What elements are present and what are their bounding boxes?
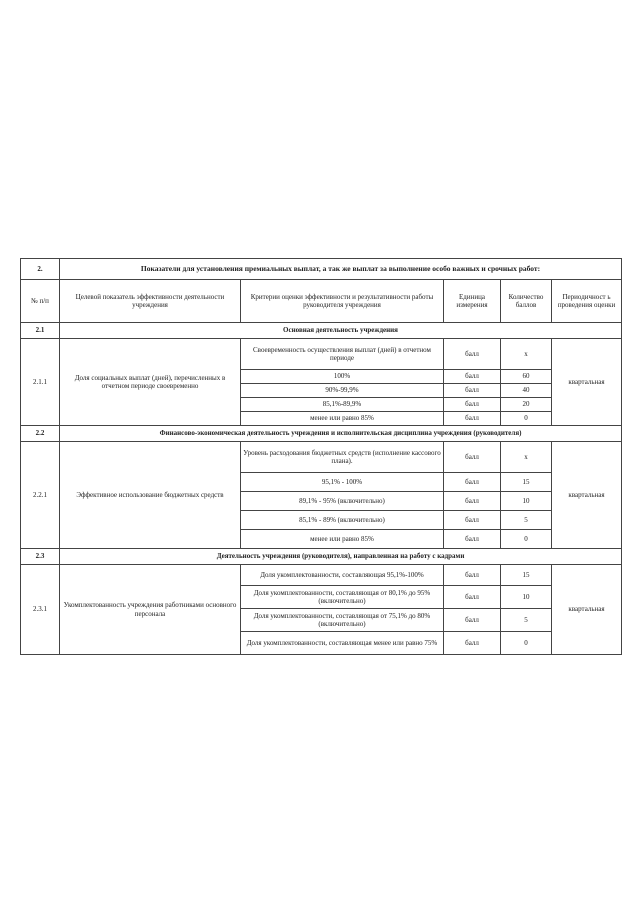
- criterion-cell: Доля укомплектованности, составляющая 95,1%-100%: [241, 565, 444, 586]
- item-number: 2.1.1: [21, 339, 60, 426]
- unit-cell: балл: [444, 586, 501, 609]
- points-cell: 15: [501, 473, 552, 492]
- table-row: [21, 339, 622, 370]
- unit-cell: балл: [444, 442, 501, 473]
- criterion-cell: 100%: [241, 370, 444, 384]
- unit-cell: балл: [444, 473, 501, 492]
- header-criteria: Критерии оценки эффективности и результативности работы руководителя учреждения: [241, 280, 444, 323]
- criterion-cell: 89,1% - 95% (включительно): [241, 492, 444, 511]
- group-number: 2.2: [21, 426, 60, 442]
- item-period: квартальная: [552, 442, 622, 549]
- header-indicator: Целевой показатель эффективности деятельности учреждения: [60, 280, 241, 323]
- criterion-cell: Своевременность осуществления выплат (дней) в отчетном периоде: [241, 339, 444, 370]
- table-row: [21, 565, 622, 586]
- criterion-cell: Доля укомплектованности, составляющая менее или равно 75%: [241, 632, 444, 655]
- item-indicator: Укомплектованность учреждения работниками основного персонала: [60, 565, 241, 655]
- unit-cell: балл: [444, 530, 501, 549]
- points-cell: х: [501, 442, 552, 473]
- points-cell: 5: [501, 511, 552, 530]
- points-cell: 40: [501, 384, 552, 398]
- header-row: [21, 280, 622, 323]
- group-row: [21, 323, 622, 339]
- points-cell: 10: [501, 586, 552, 609]
- header-points: Количество баллов: [501, 280, 552, 323]
- unit-cell: балл: [444, 511, 501, 530]
- points-cell: 0: [501, 632, 552, 655]
- item-indicator: Эффективное использование бюджетных средств: [60, 442, 241, 549]
- unit-cell: балл: [444, 565, 501, 586]
- header-period: Периодичност ь проведения оценки: [552, 280, 622, 323]
- criterion-cell: 90%-99,9%: [241, 384, 444, 398]
- points-cell: 0: [501, 530, 552, 549]
- points-cell: 0: [501, 412, 552, 426]
- unit-cell: балл: [444, 398, 501, 412]
- points-cell: 10: [501, 492, 552, 511]
- criterion-cell: Уровень расходования бюджетных средств (исполнение кассового плана).: [241, 442, 444, 473]
- item-indicator: Доля социальных выплат (дней), перечисленных в отчетном периоде своевременно: [60, 339, 241, 426]
- points-cell: 60: [501, 370, 552, 384]
- section-title-row: [21, 259, 622, 280]
- criterion-cell: менее или равно 85%: [241, 530, 444, 549]
- section-title: Показатели для установления премиальных выплат, а так же выплат за выполнение особо важных и срочных работ:: [60, 259, 622, 280]
- group-row: [21, 426, 622, 442]
- header-unit: Единица измерения: [444, 280, 501, 323]
- points-cell: 15: [501, 565, 552, 586]
- item-period: квартальная: [552, 565, 622, 655]
- points-cell: х: [501, 339, 552, 370]
- unit-cell: балл: [444, 609, 501, 632]
- group-title: Финансово-экономическая деятельность учреждения и исполнительская дисциплина учреждения (руководителя): [60, 426, 622, 442]
- points-cell: 20: [501, 398, 552, 412]
- criterion-cell: 85,1%-89,9%: [241, 398, 444, 412]
- unit-cell: балл: [444, 384, 501, 398]
- unit-cell: балл: [444, 412, 501, 426]
- group-title: Основная деятельность учреждения: [60, 323, 622, 339]
- criterion-cell: менее или равно 85%: [241, 412, 444, 426]
- group-title: Деятельность учреждения (руководителя), направленная на работу с кадрами: [60, 549, 622, 565]
- group-number: 2.1: [21, 323, 60, 339]
- table-row: [21, 442, 622, 473]
- group-number: 2.3: [21, 549, 60, 565]
- item-number: 2.2.1: [21, 442, 60, 549]
- item-number: 2.3.1: [21, 565, 60, 655]
- unit-cell: балл: [444, 339, 501, 370]
- header-num: № п/п: [21, 280, 60, 323]
- criterion-cell: Доля укомплектованности, составляющая от 75,1% до 80% (включительно): [241, 609, 444, 632]
- unit-cell: балл: [444, 632, 501, 655]
- criterion-cell: Доля укомплектованности, составляющая от 80,1% до 95% (включительно): [241, 586, 444, 609]
- group-row: [21, 549, 622, 565]
- section-number: 2.: [21, 259, 60, 280]
- indicators-table: [20, 258, 622, 655]
- criterion-cell: 95,1% - 100%: [241, 473, 444, 492]
- item-period: квартальная: [552, 339, 622, 426]
- points-cell: 5: [501, 609, 552, 632]
- unit-cell: балл: [444, 492, 501, 511]
- unit-cell: балл: [444, 370, 501, 384]
- criterion-cell: 85,1% - 89% (включительно): [241, 511, 444, 530]
